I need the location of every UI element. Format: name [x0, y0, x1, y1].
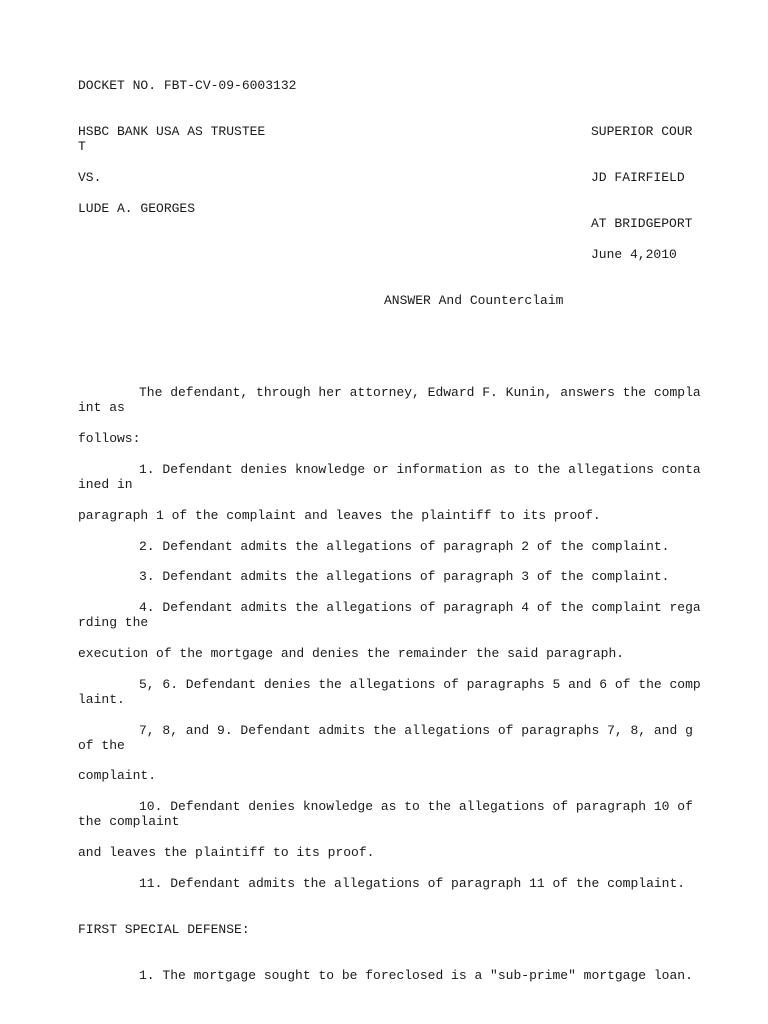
defendant-name: LUDE A. GEORGES — [78, 201, 196, 216]
document-title: ANSWER And Counterclaim — [384, 293, 564, 308]
versus-label: VS. — [78, 170, 102, 185]
intro-line-3: follows: — [78, 431, 141, 446]
court-location: AT BRIDGEPORT — [591, 216, 693, 231]
paragraph-4-line-3: execution of the mortgage and denies the remainder the said paragraph. — [78, 646, 625, 661]
paragraph-4-line-1: 4. Defendant admits the allegations of paragraph 4 of the complaint rega — [139, 600, 701, 615]
paragraph-5-6-line-1: 5, 6. Defendant denies the allegations of paragraphs 5 and 6 of the comp — [139, 677, 701, 692]
paragraph-4-line-2: rding the — [78, 615, 149, 630]
paragraph-5-6-line-2: laint. — [78, 692, 125, 707]
intro-line-2: int as — [78, 400, 125, 415]
filing-date: June 4,2010 — [591, 247, 677, 262]
paragraph-7-9-line-2: of the — [78, 738, 125, 753]
paragraph-1-line-1: 1. Defendant denies knowledge or information as to the allegations conta — [139, 462, 701, 477]
docket-number: DOCKET NO. FBT-CV-09-6003132 — [78, 78, 297, 93]
paragraph-7-9-line-3: complaint. — [78, 768, 157, 783]
paragraph-1-line-2: ined in — [78, 477, 133, 492]
paragraph-1-line-3: paragraph 1 of the complaint and leaves the plaintiff to its proof. — [78, 508, 601, 523]
court-name-wrap: T — [78, 139, 86, 154]
paragraph-10-line-1: 10. Defendant denies knowledge as to the allegations of paragraph 10 of — [139, 799, 693, 814]
intro-line-1: The defendant, through her attorney, Edward F. Kunin, answers the compla — [139, 385, 701, 400]
paragraph-3: 3. Defendant admits the allegations of paragraph 3 of the complaint. — [139, 569, 670, 584]
paragraph-10-line-2: the complaint — [78, 814, 180, 829]
special-defense-heading: FIRST SPECIAL DEFENSE: — [78, 922, 250, 937]
paragraph-2: 2. Defendant admits the allegations of paragraph 2 of the complaint. — [139, 539, 670, 554]
plaintiff-name: HSBC BANK USA AS TRUSTEE — [78, 124, 266, 139]
judicial-district: JD FAIRFIELD — [591, 170, 685, 185]
special-defense-1: 1. The mortgage sought to be foreclosed is a "sub-prime" mortgage loan. — [139, 968, 693, 983]
paragraph-11: 11. Defendant admits the allegations of paragraph 11 of the complaint. — [139, 876, 686, 891]
court-name: SUPERIOR COUR — [591, 124, 693, 139]
paragraph-10-line-3: and leaves the plaintiff to its proof. — [78, 845, 375, 860]
paragraph-7-9-line-1: 7, 8, and 9. Defendant admits the allegations of paragraphs 7, 8, and g — [139, 723, 693, 738]
